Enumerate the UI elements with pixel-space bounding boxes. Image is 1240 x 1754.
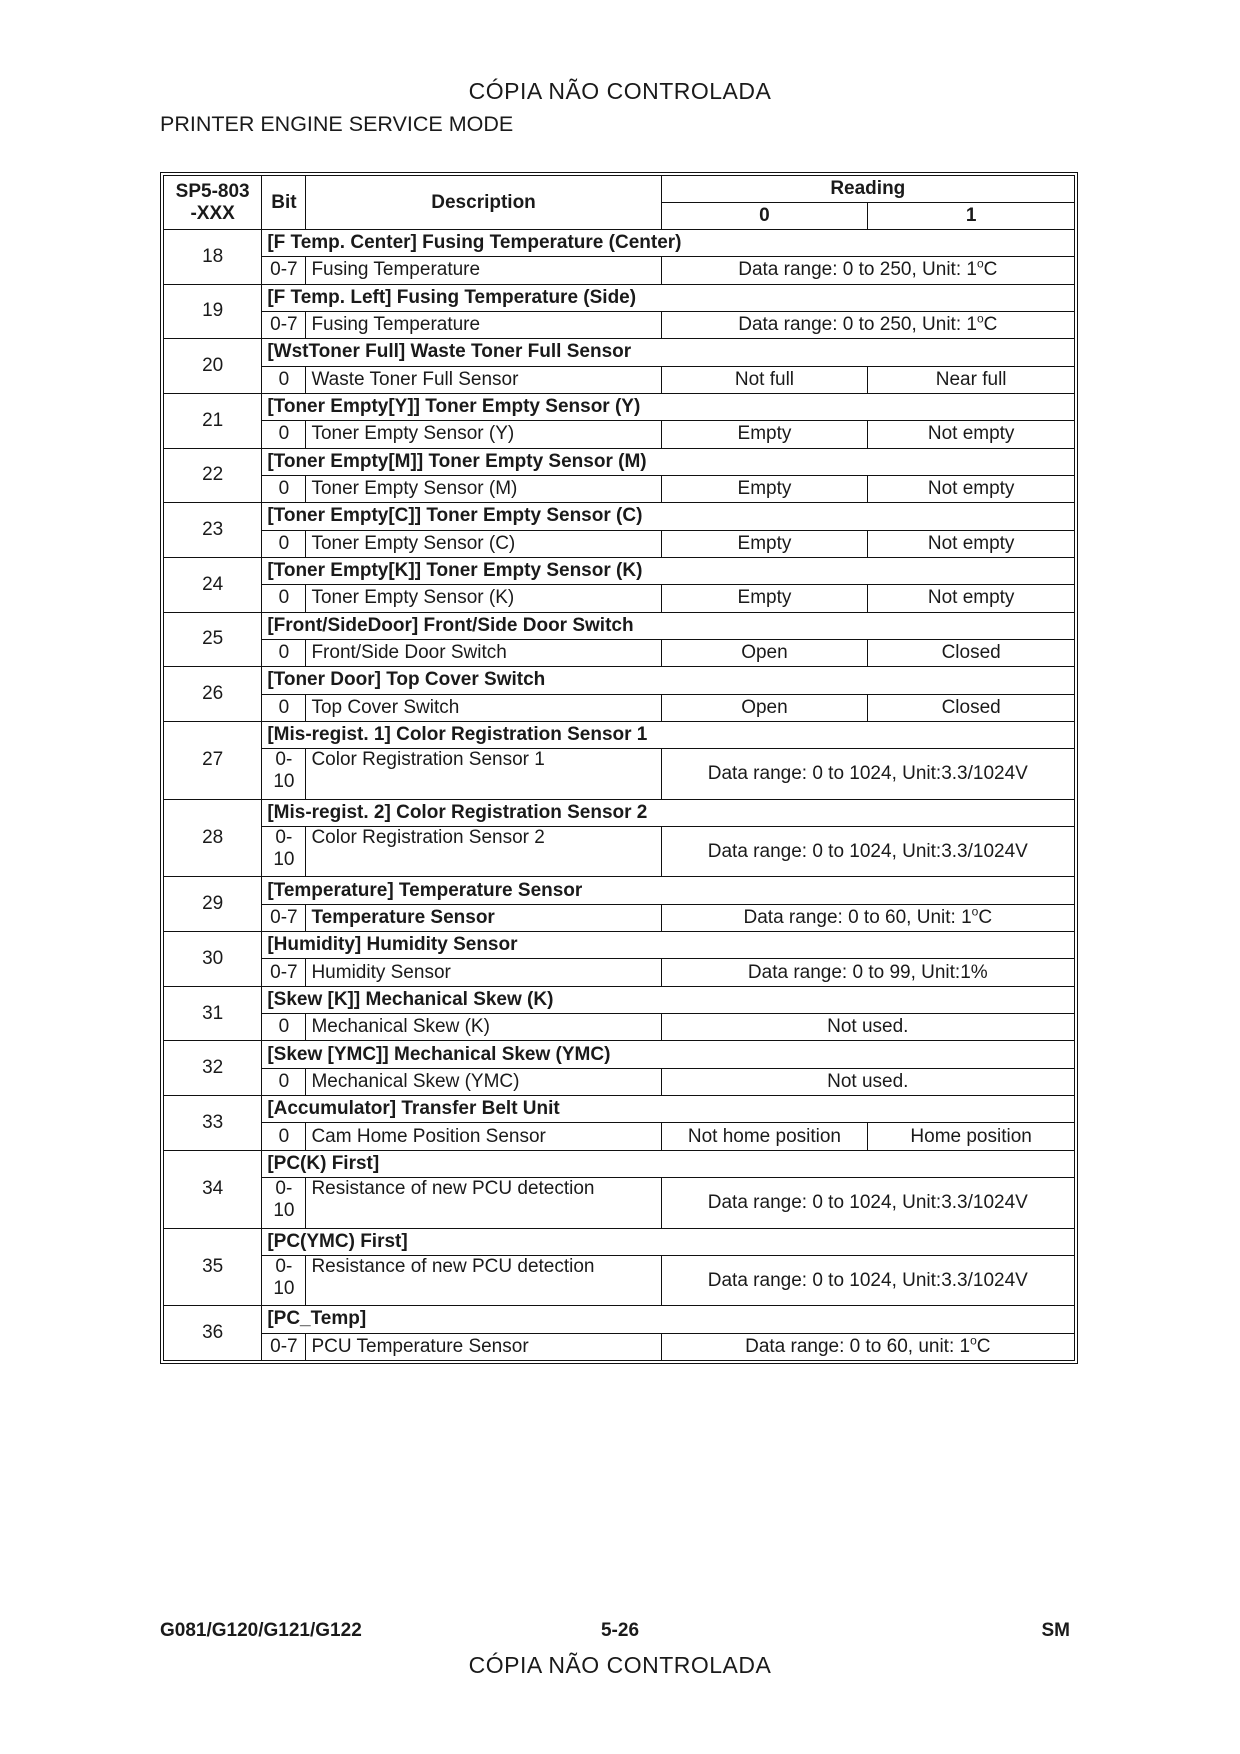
table-row (164, 877, 1075, 904)
bit-range: 0-7 (262, 904, 306, 931)
table-row-detail (164, 366, 1075, 393)
data-range-unit: C (983, 314, 998, 336)
bit-range (262, 1178, 306, 1228)
sp-number: 31 (164, 986, 262, 1041)
table-row-detail (164, 959, 1075, 986)
reading-data-range (661, 904, 1074, 931)
sp-title: [PC_Temp] (262, 1306, 1075, 1333)
table-row (164, 1150, 1075, 1177)
bit-range-end: 10 (273, 1277, 295, 1299)
header-reading-0: 0 (661, 203, 868, 230)
sp-title: [F Temp. Center] Fusing Temperature (Center) (262, 230, 1075, 257)
sp-title: [F Temp. Left] Fusing Temperature (Side) (262, 284, 1075, 311)
bit-range: 0 (262, 585, 306, 612)
reading-1-value: Closed (868, 639, 1075, 666)
bit-range: 0 (262, 1123, 306, 1150)
reading-1-value: Closed (868, 694, 1075, 721)
item-description: Toner Empty Sensor (Y) (306, 421, 661, 448)
reading-1-value: Not empty (868, 475, 1075, 502)
table-row-detail (164, 904, 1075, 931)
table-row (164, 557, 1075, 584)
table-row (164, 986, 1075, 1013)
bit-range (262, 827, 306, 877)
data-range-text: Data range: 0 to 60, Unit: 1 (743, 906, 972, 928)
degree-symbol: o (970, 1333, 977, 1348)
item-description: Resistance of new PCU detection (306, 1178, 661, 1228)
item-description: Color Registration Sensor 1 (306, 749, 661, 799)
sp-title: [Toner Empty[Y]] Toner Empty Sensor (Y) (262, 393, 1075, 420)
table-row-detail (164, 1333, 1075, 1360)
bit-range-start: 0- (275, 749, 293, 771)
sp-number: 30 (164, 932, 262, 987)
item-description: Fusing Temperature (306, 311, 661, 338)
bit-range: 0 (262, 1014, 306, 1041)
header-reading: Reading (661, 176, 1074, 203)
item-description: PCU Temperature Sensor (306, 1333, 661, 1360)
reading-0-value: Not full (661, 366, 868, 393)
table-row-detail (164, 694, 1075, 721)
header-sp-line1: SP5-803 (175, 180, 250, 202)
data-range-text: Data range: 0 to 250, Unit: 1 (738, 314, 977, 336)
reading-0-value: Open (661, 639, 868, 666)
sp-number: 21 (164, 393, 262, 448)
sp-number: 22 (164, 448, 262, 503)
header-bit: Bit (262, 176, 306, 230)
table-row (164, 932, 1075, 959)
item-description: Top Cover Switch (306, 694, 661, 721)
data-range-text: Data range: 0 to 60, unit: 1 (745, 1335, 971, 1357)
table-body (164, 230, 1075, 1361)
sp-number: 34 (164, 1150, 262, 1228)
watermark-bottom: CÓPIA NÃO CONTROLADA (468, 1652, 772, 1678)
table-row (164, 1228, 1075, 1255)
degree-symbol: o (971, 904, 979, 919)
reading-1-value: Not empty (868, 530, 1075, 557)
bit-range-end: 10 (273, 771, 295, 793)
sp-number: 25 (164, 612, 262, 667)
sp-number: 23 (164, 503, 262, 558)
sp-title: [WstToner Full] Waste Toner Full Sensor (262, 339, 1075, 366)
reading-1-value: Not empty (868, 421, 1075, 448)
sp-table (163, 175, 1075, 1361)
header-reading-1: 1 (868, 203, 1075, 230)
table-row-detail (164, 827, 1075, 877)
sp-number: 29 (164, 877, 262, 932)
table-row (164, 721, 1075, 748)
table-row-detail (164, 530, 1075, 557)
bit-range-end: 10 (273, 849, 295, 871)
table-row-detail (164, 639, 1075, 666)
item-description: Temperature Sensor (306, 904, 661, 931)
footer-model: G081/G120/G121/G122 (160, 1620, 362, 1641)
reading-0-value: Empty (661, 475, 868, 502)
bit-range: 0 (262, 1068, 306, 1095)
reading-data-range: Data range: 0 to 1024, Unit:3.3/1024V (661, 1178, 1074, 1228)
sp-number: 20 (164, 339, 262, 394)
table-row (164, 230, 1075, 257)
sp-title: [Toner Empty[C]] Toner Empty Sensor (C) (262, 503, 1075, 530)
sp-title: [Skew [K]] Mechanical Skew (K) (262, 986, 1075, 1013)
table-row-detail (164, 1014, 1075, 1041)
bit-range-start: 0- (275, 1255, 293, 1277)
reading-0-value: Empty (661, 585, 868, 612)
table-row (164, 1041, 1075, 1068)
table-row-detail (164, 1123, 1075, 1150)
sp-number: 18 (164, 230, 262, 285)
table-row-detail (164, 749, 1075, 799)
table-row-detail (164, 311, 1075, 338)
bit-range: 0 (262, 421, 306, 448)
sp-title: [Toner Door] Top Cover Switch (262, 667, 1075, 694)
reading-data-range: Data range: 0 to 99, Unit:1% (661, 959, 1074, 986)
table-row (164, 284, 1075, 311)
bit-range: 0 (262, 366, 306, 393)
reading-data-range: Data range: 0 to 1024, Unit:3.3/1024V (661, 827, 1074, 877)
reading-data-range: Data range: 0 to 1024, Unit:3.3/1024V (661, 1255, 1074, 1305)
bit-range-start: 0- (275, 827, 293, 849)
bit-range: 0-7 (262, 257, 306, 284)
bit-range-start: 0- (275, 1178, 293, 1200)
item-description: Resistance of new PCU detection (306, 1255, 661, 1305)
sp-number: 36 (164, 1306, 262, 1361)
table-row-detail (164, 421, 1075, 448)
item-description: Toner Empty Sensor (M) (306, 475, 661, 502)
table-row (164, 612, 1075, 639)
item-description: Toner Empty Sensor (C) (306, 530, 661, 557)
sp-title: [Humidity] Humidity Sensor (262, 932, 1075, 959)
sp-number: 19 (164, 284, 262, 339)
item-description: Fusing Temperature (306, 257, 661, 284)
reading-1-value: Not empty (868, 585, 1075, 612)
sp-number: 24 (164, 557, 262, 612)
table-row (164, 667, 1075, 694)
sp-title: [Accumulator] Transfer Belt Unit (262, 1096, 1075, 1123)
table-row (164, 448, 1075, 475)
footer-page-number: 5-26 (600, 1620, 640, 1641)
sp-number: 26 (164, 667, 262, 722)
item-description: Waste Toner Full Sensor (306, 366, 661, 393)
bit-range: 0 (262, 475, 306, 502)
reading-data-range: Not used. (661, 1068, 1074, 1095)
data-range-unit: C (976, 1335, 991, 1357)
table-row (164, 393, 1075, 420)
sp-title: [Mis-regist. 2] Color Registration Sensor 2 (262, 799, 1075, 826)
sp-number: 33 (164, 1096, 262, 1151)
table-row (164, 799, 1075, 826)
header-sp-line2: -XXX (190, 202, 235, 224)
reading-data-range (661, 1333, 1074, 1360)
table-row-detail (164, 257, 1075, 284)
sp-title: [Skew [YMC]] Mechanical Skew (YMC) (262, 1041, 1075, 1068)
reading-0-value: Open (661, 694, 868, 721)
item-description: Humidity Sensor (306, 959, 661, 986)
sp-title: [Front/SideDoor] Front/Side Door Switch (262, 612, 1075, 639)
reading-0-value: Not home position (661, 1123, 868, 1150)
reading-data-range: Data range: 0 to 1024, Unit:3.3/1024V (661, 749, 1074, 799)
bit-range: 0 (262, 639, 306, 666)
sp-title: [Toner Empty[M]] Toner Empty Sensor (M) (262, 448, 1075, 475)
footer-section: SM (1041, 1620, 1070, 1641)
sp-title: [PC(YMC) First] (262, 1228, 1075, 1255)
table-row (164, 1096, 1075, 1123)
header-sp-number (164, 176, 262, 230)
reading-0-value: Empty (661, 530, 868, 557)
sp-table-frame (160, 172, 1078, 1364)
data-range-unit: C (978, 906, 993, 928)
reading-data-range (661, 311, 1074, 338)
item-description: Front/Side Door Switch (306, 639, 661, 666)
table-row (164, 1306, 1075, 1333)
item-description: Color Registration Sensor 2 (306, 827, 661, 877)
item-description: Toner Empty Sensor (K) (306, 585, 661, 612)
sp-number: 32 (164, 1041, 262, 1096)
item-description: Mechanical Skew (K) (306, 1014, 661, 1041)
table-row (164, 503, 1075, 530)
sp-number: 35 (164, 1228, 262, 1306)
bit-range: 0-7 (262, 311, 306, 338)
degree-symbol: o (976, 257, 984, 272)
sp-title: [Toner Empty[K]] Toner Empty Sensor (K) (262, 557, 1075, 584)
reading-1-value: Near full (868, 366, 1075, 393)
bit-range: 0 (262, 530, 306, 557)
sp-title: [Temperature] Temperature Sensor (262, 877, 1075, 904)
bit-range-end: 10 (273, 1200, 295, 1222)
table-row-detail (164, 585, 1075, 612)
bit-range (262, 749, 306, 799)
bit-range: 0-7 (262, 959, 306, 986)
table-row-detail (164, 1068, 1075, 1095)
reading-1-value: Home position (868, 1123, 1075, 1150)
reading-data-range (661, 257, 1074, 284)
bit-range: 0-7 (262, 1333, 306, 1360)
item-description: Mechanical Skew (YMC) (306, 1068, 661, 1095)
table-row-detail (164, 1255, 1075, 1305)
watermark-top: CÓPIA NÃO CONTROLADA (468, 78, 772, 104)
table-row-detail (164, 1178, 1075, 1228)
sp-title: [Mis-regist. 1] Color Registration Sensor 1 (262, 721, 1075, 748)
reading-data-range: Not used. (661, 1014, 1074, 1041)
bit-range (262, 1255, 306, 1305)
item-description: Cam Home Position Sensor (306, 1123, 661, 1150)
sp-number: 27 (164, 721, 262, 799)
sp-title: [PC(K) First] (262, 1150, 1075, 1177)
reading-0-value: Empty (661, 421, 868, 448)
data-range-text: Data range: 0 to 250, Unit: 1 (738, 259, 977, 281)
section-title: PRINTER ENGINE SERVICE MODE (160, 112, 514, 136)
table-row (164, 339, 1075, 366)
table-row-detail (164, 475, 1075, 502)
header-description: Description (306, 176, 661, 230)
data-range-unit: C (983, 259, 998, 281)
sp-number: 28 (164, 799, 262, 877)
bit-range: 0 (262, 694, 306, 721)
degree-symbol: o (976, 311, 984, 326)
